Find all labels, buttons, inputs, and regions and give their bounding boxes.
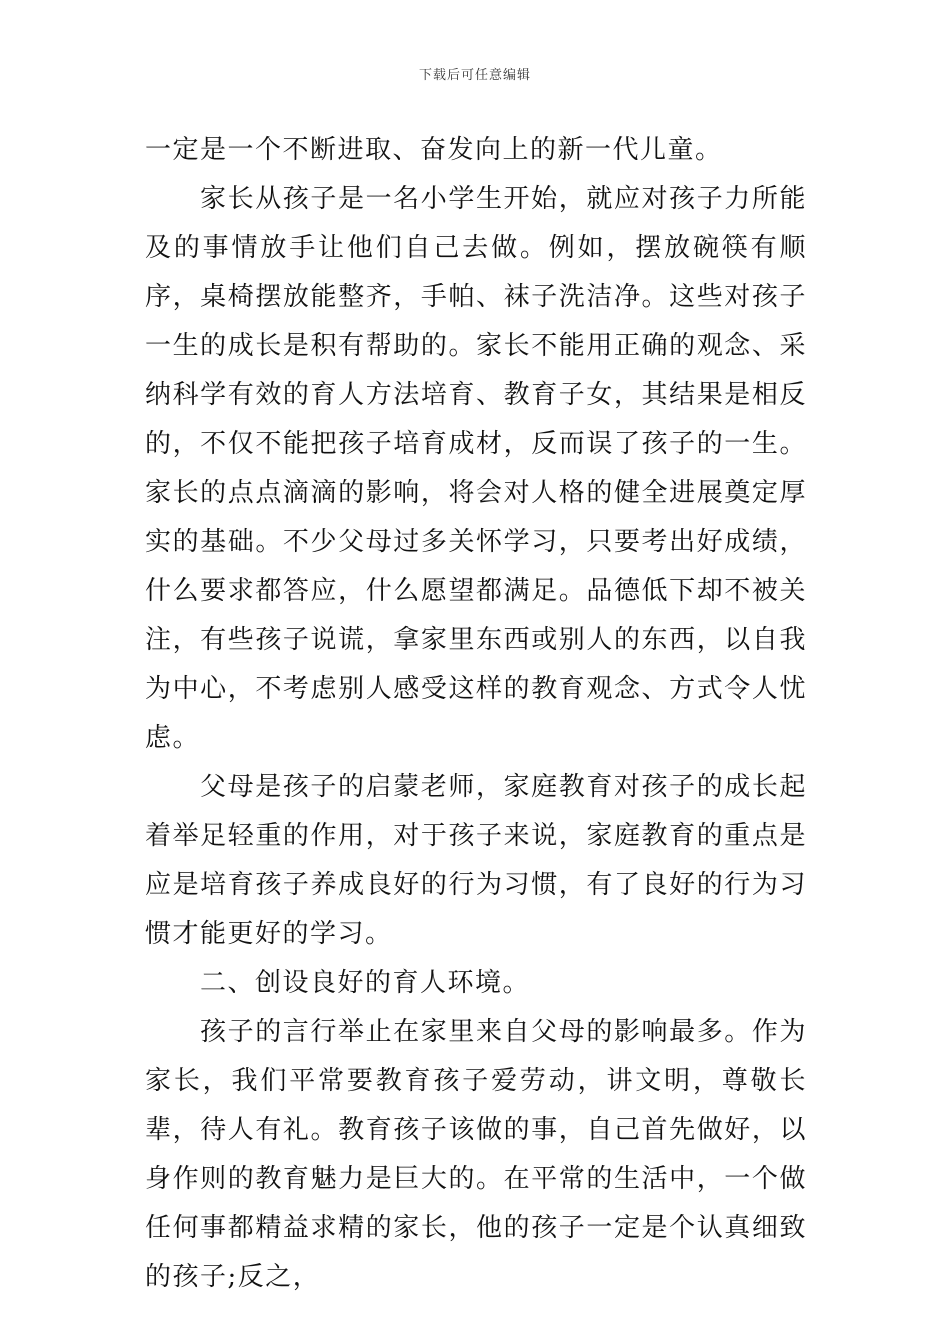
paragraph-enlightenment-teacher: 父母是孩子的启蒙老师，家庭教育对孩子的成长起着举足轻重的作用，对于孩子来说，家庭教育的重点是应是培育孩子养成良好的行为习惯，有了良好的行为习惯才能更好的学习。 (145, 772, 807, 949)
paragraph-parent-influence: 孩子的言行举止在家里来自父母的影响最多。作为家长，我们平常要教育孩子爱劳动，讲文明，尊敬长辈，待人有礼。教育孩子该做的事，自己首先做好，以身作则的教育魅力是巨大的。在平常的生活中，一个做任何事都精益求精的家长，他的孩子一定是个认真细致的孩子;反之， (145, 1017, 807, 1292)
document-body (145, 126, 807, 1302)
paragraph-parent-responsibility: 家长从孩子是一名小学生开始，就应对孩子力所能及的事情放手让他们自己去做。例如，摆放碗筷有顺序，桌椅摆放能整齐，手帕、袜子洗洁净。这些对孩子一生的成长是积有帮助的。家长不能用正确的观念、采纳科学有效的育人方法培育、教育子女，其结果是相反的，不仅不能把孩子培育成材，反而误了孩子的一生。家长的点点滴滴的影响，将会对人格的健全进展奠定厚实的基础。不少父母过多关怀学习，只要考出好成绩，什么要求都答应，什么愿望都满足。品德低下却不被关注，有些孩子说谎，拿家里东西或别人的东西，以自我为中心，不考虑别人感受这样的教育观念、方式令人忧虑。 (145, 184, 807, 753)
page-header: 下载后可任意编辑 (418, 68, 531, 83)
section-heading: 二、创设良好的育人环境。 (200, 968, 531, 998)
paragraph-continuation: 一定是一个不断进取、奋发向上的新一代儿童。 (145, 135, 723, 165)
